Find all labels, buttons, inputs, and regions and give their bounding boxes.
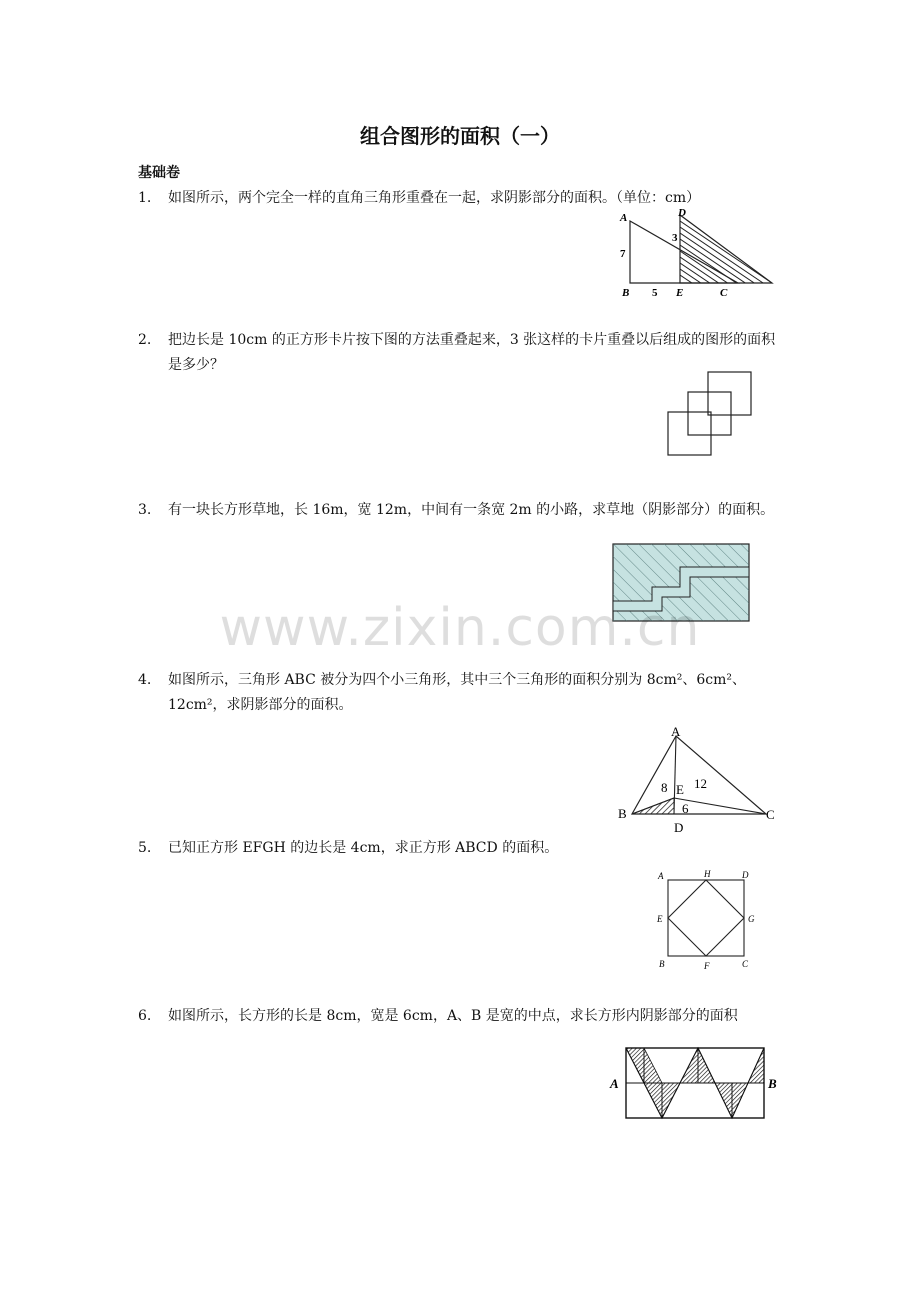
- question-number: 6.: [138, 1008, 152, 1024]
- square-3: [708, 372, 751, 415]
- label-b: B: [622, 287, 630, 299]
- question-text: 已知正方形 EFGH 的边长是 4cm，求正方形 ABCD 的面积。: [168, 840, 559, 856]
- label-b: B: [618, 806, 627, 821]
- label-c: C: [766, 807, 775, 822]
- label-12: 12: [694, 776, 707, 791]
- question-text: 有一块长方形草地，长 16m，宽 12m，中间有一条宽 2m 的小路，求草地（阴影部分）的面积。: [168, 502, 775, 518]
- section-heading: 基础卷: [138, 165, 180, 181]
- question-4: [138, 668, 788, 718]
- triangle-abe: [630, 221, 738, 283]
- label-a: A: [620, 212, 628, 224]
- question-number: 1.: [138, 190, 152, 206]
- label-a: A: [610, 1076, 619, 1091]
- square-1: [668, 412, 711, 455]
- figure-triangle-abc: [612, 722, 784, 834]
- label-c: C: [720, 287, 728, 299]
- label-8: 8: [661, 780, 668, 795]
- question-number: 5.: [138, 840, 152, 856]
- figure-rectangle-triangles: [606, 1040, 786, 1124]
- label-e: E: [676, 782, 684, 797]
- question-text: 如图所示，两个完全一样的直角三角形重叠在一起，求阴影部分的面积。（单位：cm）: [168, 190, 701, 206]
- label-d: D: [742, 870, 749, 880]
- label-f: F: [704, 961, 710, 970]
- figure-overlapping-triangles: [610, 205, 790, 300]
- label-d: D: [678, 207, 686, 219]
- label-5: 5: [652, 287, 658, 299]
- label-b: B: [659, 959, 665, 969]
- question-6: [138, 1004, 788, 1029]
- label-e: E: [676, 287, 684, 299]
- square-2: [688, 392, 731, 435]
- watermark: www.zixin.com.cn: [219, 598, 701, 658]
- question-number: 4.: [138, 672, 152, 688]
- question-5: [138, 836, 788, 861]
- question-text: 如图所示，长方形的长是 8cm，宽是 6cm，A、B 是宽的中点，求长方形内阴影部分的面积: [168, 1008, 738, 1024]
- question-number: 3.: [138, 502, 152, 518]
- square-efgh: [668, 880, 744, 956]
- question-number: 2.: [138, 332, 152, 348]
- label-h: H: [704, 869, 711, 879]
- question-3: [138, 498, 788, 523]
- label-a: A: [658, 871, 664, 881]
- page-title: 组合图形的面积（一）: [360, 124, 560, 148]
- label-c: C: [742, 959, 749, 969]
- square-abcd: [668, 880, 744, 956]
- label-d: D: [674, 820, 684, 834]
- label-e: E: [657, 914, 663, 924]
- label-7: 7: [620, 248, 626, 260]
- label-6: 6: [682, 801, 689, 816]
- question-text: 如图所示，三角形 ABC 被分为四个小三角形，其中三个三角形的面积分别为 8cm²、6cm²、12cm²，求阴影部分的面积。: [168, 672, 746, 713]
- label-g: G: [748, 914, 755, 924]
- figure-stacked-squares: [660, 365, 760, 465]
- question-text: 把边长是 10cm 的正方形卡片按下图的方法重叠起来，3 张这样的卡片重叠以后组成的图形的面积是多少？: [168, 332, 776, 373]
- label-3: 3: [672, 232, 678, 244]
- figure-inscribed-square: [654, 866, 758, 970]
- label-a: A: [671, 724, 681, 739]
- label-b: B: [768, 1076, 777, 1091]
